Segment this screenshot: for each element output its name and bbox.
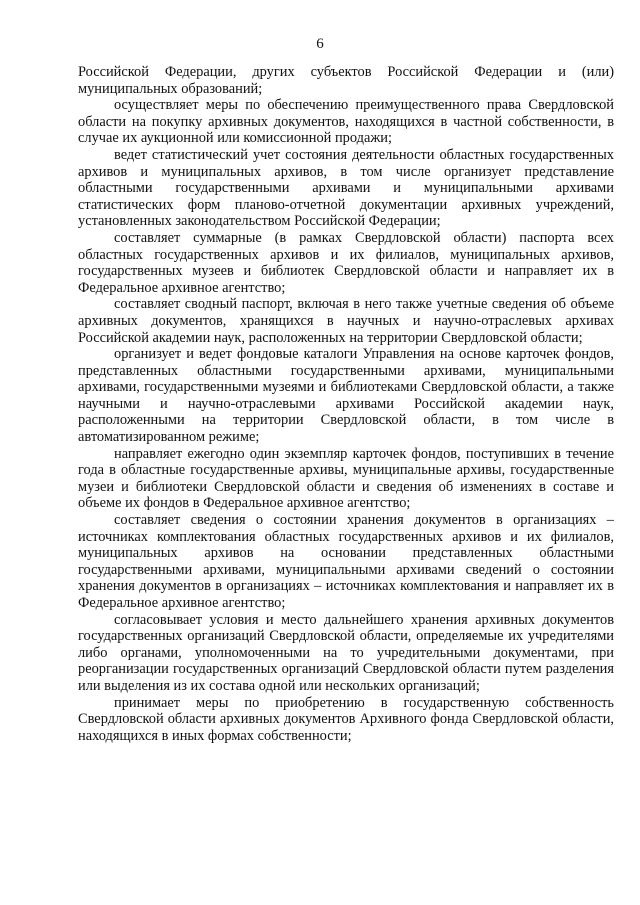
paragraph: направляет ежегодно один экземпляр карточек фондов, поступивших в течение года в областные государственные архивы, муниципальные архивы, государственные музеи и библиотеки Свердловской области и сведения об изменениях в составе и объеме их фондов в Федеральное архивное агентство; bbox=[78, 445, 614, 512]
paragraph: организует и ведет фондовые каталоги Управления на основе карточек фондов, представленных областными государственными архивами, муниципальными архивами, государственными музеями и библиотеками Свердловской области, а также научными и научно-отраслевыми архивами Российской академии наук, расположенными на территории Свердловской области, в том числе в автоматизированном режиме; bbox=[78, 346, 614, 446]
paragraph: осуществляет меры по обеспечению преимущественного права Свердловской области на покупку архивных документов, находящихся в частной собственности, в случае их аукционной или комиссионной продажи; bbox=[78, 97, 614, 147]
paragraph: принимает меры по приобретению в государственную собственность Свердловской области архивных документов Архивного фонда Свердловской области, находящихся в иных формах собственности; bbox=[78, 694, 614, 744]
paragraph: ведет статистический учет состояния деятельности областных государственных архивов и муниципальных архивов, в том числе организует представление областными государственными архивами и муниципальными архивами статистических форм планово-отчетной документации архивных учреждений, установленных законодательством Российской Федерации; bbox=[78, 146, 614, 230]
paragraph: составляет сведения о состоянии хранения документов в организациях – источниках комплектования областных государственных архивов и их филиалов, муниципальных архивов на основании представленных областными государственными архивами, муниципальными архивами сведений о состоянии хранения документов в организациях – источниках комплектования и направляет их в Федеральное архивное агентство; bbox=[78, 512, 614, 611]
document-body bbox=[78, 64, 614, 744]
paragraph-continuation: Российской Федерации, других субъектов Российской Федерации и (или) муниципальных образований; bbox=[78, 64, 614, 97]
page-number: 6 bbox=[316, 36, 324, 52]
paragraph: составляет суммарные (в рамках Свердловской области) паспорта всех областных государственных архивов и их филиалов, муниципальных архивов, государственных музеев и библиотек Свердловской области и направляет их в Федеральное архивное агентство; bbox=[78, 229, 614, 296]
paragraph: составляет сводный паспорт, включая в него также учетные сведения об объеме архивных документов, хранящихся в научных и научно-отраслевых архивах Российской академии наук, расположенных на территории Свердловской области; bbox=[78, 296, 614, 346]
paragraph: согласовывает условия и место дальнейшего хранения архивных документов государственных организаций Свердловской области, определяемые их учредителями либо органами, уполномоченными на то учредительными документами, при реорганизации государственных организаций Свердловской области путем разделения или выделения из их состава одной или нескольких организаций; bbox=[78, 611, 614, 694]
